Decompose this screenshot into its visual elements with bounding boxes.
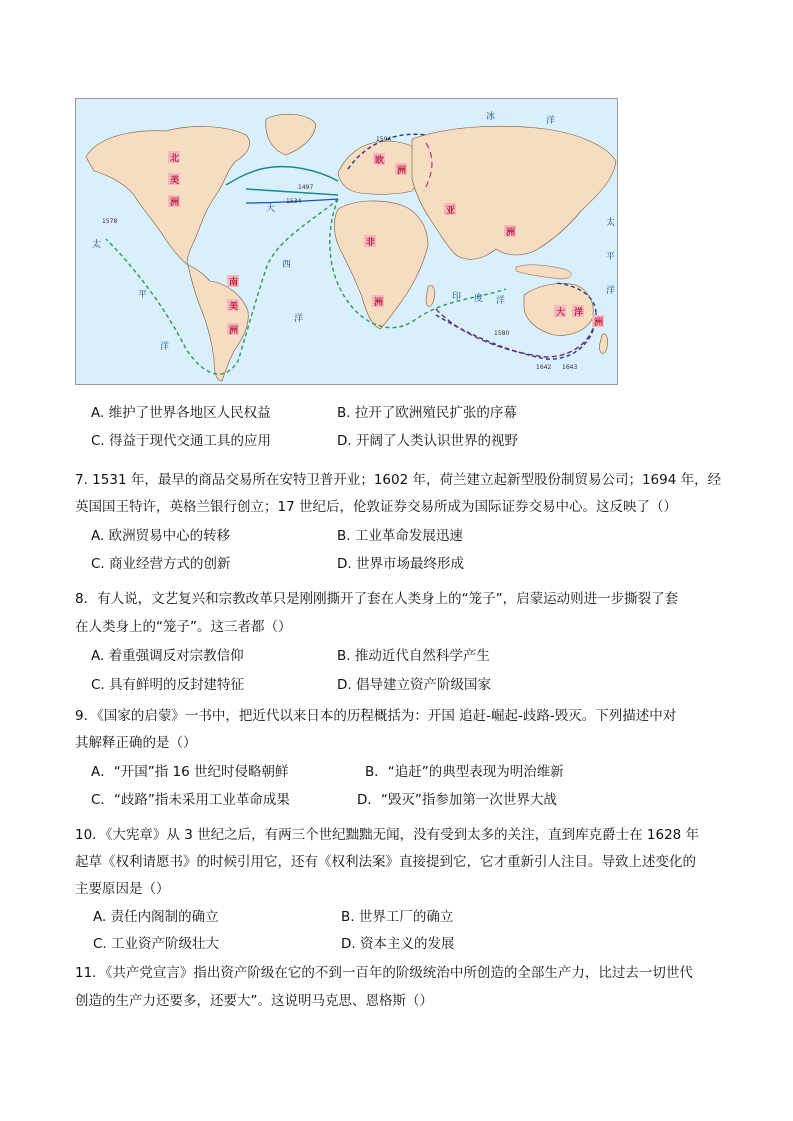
q8-option-c: C. 具有鲜明的反封建特征 — [91, 677, 245, 693]
map-year-1578: 1578 — [102, 218, 118, 225]
q8-option-d: D. 倡导建立资产阶级国家 — [337, 677, 491, 693]
map-label-pacific-left-1: 太 — [92, 240, 102, 250]
q10-option-a: A. 责任内阁制的确立 — [93, 909, 219, 925]
map-label-south-america-1: 南 — [229, 278, 239, 288]
q6-option-c: C. 得益于现代交通工具的应用 — [91, 433, 272, 449]
q6-option-b: B. 拉开了欧洲殖民扩张的序幕 — [337, 405, 517, 421]
map-label-pacific-left-3: 洋 — [160, 342, 170, 352]
map-label-europe-2: 洲 — [397, 166, 407, 176]
q10-stem-line3: 主要原因是（） — [75, 881, 170, 897]
map-label-atlantic-3: 洋 — [294, 314, 304, 324]
map-label-africa-2: 洲 — [374, 298, 384, 308]
q7-option-d: D. 世界市场最终形成 — [337, 556, 464, 572]
q10-option-b: B. 世界工厂的确立 — [341, 909, 454, 925]
q9-stem-line1: 9．《国家的启蒙》一书中，把近代以来日本的历程概括为：开国 追赶-崛起-歧路-毁灭。下列描述中对 — [75, 708, 677, 724]
map-year-1594: 1594 — [376, 136, 392, 143]
map-label-south-america-3: 洲 — [229, 326, 239, 336]
q9-option-d: D．“毁灭”指参加第一次世界大战 — [357, 792, 557, 808]
q7-option-c: C. 商业经营方式的创新 — [91, 556, 231, 572]
world-map-svg — [76, 99, 618, 385]
q10-option-c: C. 工业资产阶级壮大 — [93, 936, 220, 952]
world-map-new-routes — [75, 98, 618, 385]
map-year-1497: 1497 — [298, 184, 314, 191]
map-label-europe-1: 欧 — [375, 156, 385, 166]
map-year-1580: 1580 — [494, 330, 510, 337]
map-label-indian-2: 度 — [474, 294, 484, 304]
map-label-africa-1: 非 — [366, 238, 376, 248]
map-label-south-america-2: 美 — [229, 302, 239, 312]
map-label-atlantic-2: 西 — [282, 260, 292, 270]
q7-stem-line2: 英国国王特许，英格兰银行创立；17 世纪后，伦敦证券交易所成为国际证券交易中心。这反映了（） — [75, 499, 677, 515]
q8-option-a: A. 着重强调反对宗教信仰 — [91, 648, 244, 664]
map-label-oceania-3: 洲 — [594, 318, 604, 328]
map-label-oceania-1: 大 — [556, 308, 566, 318]
map-label-pacific-left-2: 平 — [138, 290, 148, 300]
q11-stem-line1: 11．《共产党宣言》指出资产阶级在它的不到一百年的阶级统治中所创造的全部生产力，比过去一切世代 — [75, 965, 693, 981]
q9-option-a: A．“开国”指 16 世纪时侵略朝鲜 — [91, 764, 289, 780]
map-year-1643: 1643 — [562, 364, 578, 371]
q6-option-d: D. 开阔了人类认识世界的视野 — [337, 433, 518, 449]
map-label-arctic-1: 冰 — [486, 112, 496, 122]
q7-option-b: B. 工业革命发展迅速 — [337, 528, 463, 544]
q7-option-a: A. 欧洲贸易中心的转移 — [91, 528, 231, 544]
map-label-oceania-2: 洋 — [574, 308, 584, 318]
q11-stem-line2: 创造的生产力还要多，还要大”。这说明马克思、恩格斯（） — [75, 993, 433, 1009]
q8-stem-line1: 8．有人说，文艺复兴和宗教改革只是刚刚撕开了套在人类身上的“笼子”，启蒙运动则进一步撕裂了套 — [75, 591, 679, 607]
map-label-north-america-1: 北 — [170, 154, 180, 164]
q9-option-b: B．“追赶”的典型表现为明治维新 — [365, 764, 564, 780]
map-label-north-america-3: 洲 — [170, 198, 180, 208]
q7-stem-line1: 7. 1531 年，最早的商品交易所在安特卫普开业；1602 年，荷兰建立起新型股份制贸易公司；1694 年，经 — [75, 472, 722, 488]
q10-stem-line2: 起草《权利请愿书》的时候引用它，还有《权利法案》直接提到它，它才重新引人注目。导致上述变化的 — [75, 854, 696, 870]
map-label-pacific-right-1: 太 — [606, 218, 616, 228]
q9-stem-line2: 其解释正确的是（） — [75, 735, 197, 751]
map-label-atlantic-1: 大 — [266, 204, 276, 214]
map-label-indian-1: 印 — [452, 292, 462, 302]
map-label-north-america-2: 美 — [170, 176, 180, 186]
map-year-1642: 1642 — [536, 364, 552, 371]
map-year-1534: 1534 — [286, 198, 302, 205]
map-label-pacific-right-3: 洋 — [606, 286, 616, 296]
q10-option-d: D. 资本主义的发展 — [341, 936, 455, 952]
map-label-arctic-2: 洋 — [546, 116, 556, 126]
q9-option-c: C．“歧路”指未采用工业革命成果 — [91, 792, 290, 808]
map-label-asia-2: 洲 — [506, 228, 516, 238]
q8-stem-line2: 在人类身上的“笼子”。这三者都（） — [75, 619, 292, 635]
q8-option-b: B. 推动近代自然科学产生 — [337, 648, 490, 664]
map-label-pacific-right-2: 平 — [606, 252, 616, 262]
q10-stem-line1: 10．《大宪章》从 3 世纪之后，有两三个世纪黜黜无闻，没有受到太多的关注，直到库克爵士在 1628 年 — [75, 827, 700, 843]
q6-option-a: A. 维护了世界各地区人民权益 — [91, 405, 271, 421]
map-label-indian-3: 洋 — [496, 296, 506, 306]
map-label-asia-1: 亚 — [446, 206, 456, 216]
